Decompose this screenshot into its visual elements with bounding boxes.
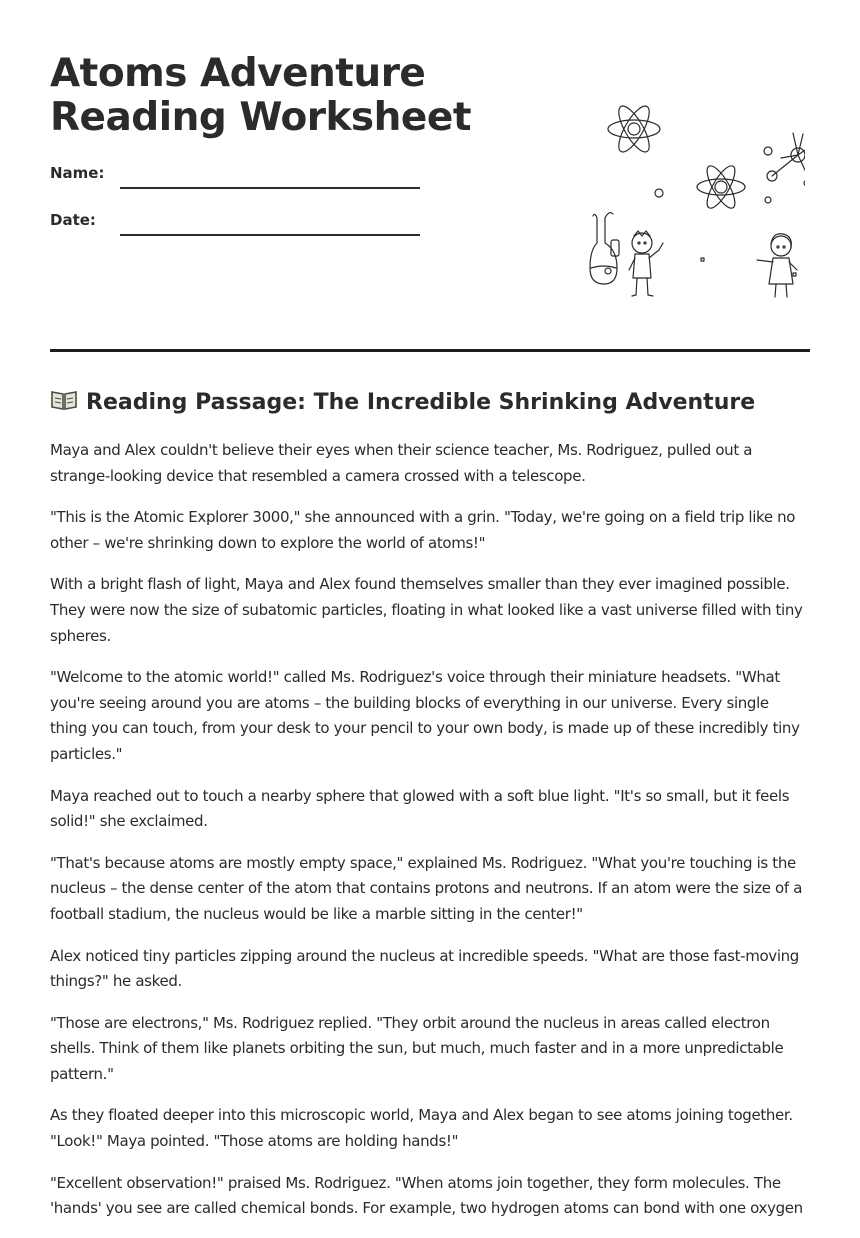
date-line[interactable] (120, 234, 420, 236)
passage-paragraph: Maya reached out to touch a nearby sphere that glowed with a soft blue light. "It's so small, but it feels solid!" she exclaimed. (50, 786, 790, 831)
flask-icon (590, 213, 619, 284)
particle-icon (701, 258, 704, 261)
particle-icon (793, 273, 796, 276)
reading-passage (50, 438, 810, 1238)
open-book-icon (50, 389, 78, 411)
particle-icon (765, 197, 771, 203)
passage-paragraph: Maya and Alex couldn't believe their eyes when their science teacher, Ms. Rodriguez, pulled out a strange-looking device that resembled a camera crossed with a telescope. (50, 441, 753, 485)
passage-paragraph: "Welcome to the atomic world!" called Ms. Rodriguez's voice through their miniature headsets. "What you're seeing around you are atoms – the building blocks of everything in our universe. Every single thing you can touch, from your desk to your pencil to your own body, is made up of these incredibly tiny particles." (50, 668, 800, 763)
atoms-kids-lab-illustration (535, 88, 805, 303)
date-field[interactable] (50, 211, 420, 241)
particle-icon (655, 189, 663, 197)
section-heading (50, 388, 755, 418)
passage-paragraph: Alex noticed tiny particles zipping around the nucleus at incredible speeds. "What are those fast-moving things?" he asked. (50, 946, 799, 991)
passage-paragraph: With a bright flash of light, Maya and Alex found themselves smaller than they ever imagined possible. They were now the size of subatomic particles, floating in what looked like a vast universe filled with tiny spheres. (50, 575, 803, 645)
molecule-icon (764, 133, 805, 186)
atom-icon-2 (697, 162, 745, 212)
date-label: Date: (50, 211, 96, 229)
passage-paragraph: "Excellent observation!" praised Ms. Rodriguez. "When atoms join together, they form molecules. The 'hands' you see are called chemical bonds. For example, two hydrogen atoms can bond with one oxygen (50, 1173, 803, 1218)
title-line-2: Reading Worksheet (50, 95, 471, 140)
atom-icon-1 (608, 102, 660, 156)
child-figure-girl (757, 234, 797, 297)
worksheet-page (50, 0, 810, 1218)
passage-paragraph: "That's because atoms are mostly empty space," explained Ms. Rodriguez. "What you're touching is the nucleus – the dense center of the atom that contains protons and neutrons. If an atom were the size of a football stadium, the nucleus would be like a marble sitting in the center!" (50, 853, 803, 923)
name-label: Name: (50, 164, 105, 182)
passage-paragraph: "Those are electrons," Ms. Rodriguez replied. "They orbit around the nucleus in areas called electron shells. Think of them like planets orbiting the sun, but much, much faster and in a more unpredictable pattern." (50, 1013, 784, 1083)
worksheet-header (50, 0, 810, 352)
header-divider (50, 349, 810, 352)
passage-paragraph: As they floated deeper into this microscopic world, Maya and Alex began to see atoms joining together. "Look!" Maya pointed. "Those atoms are holding hands!" (50, 1106, 793, 1151)
name-field[interactable] (50, 164, 420, 194)
name-line[interactable] (120, 187, 420, 189)
passage-paragraph: "This is the Atomic Explorer 3000," she announced with a grin. "Today, we're going on a field trip like no other – we're shrinking down to explore the world of atoms!" (50, 508, 796, 552)
child-figure-boy (629, 231, 663, 296)
title-line-1: Atoms Adventure (50, 51, 426, 96)
worksheet-title (50, 52, 471, 140)
section-heading-text: Reading Passage: The Incredible Shrinking Adventure (86, 390, 756, 415)
